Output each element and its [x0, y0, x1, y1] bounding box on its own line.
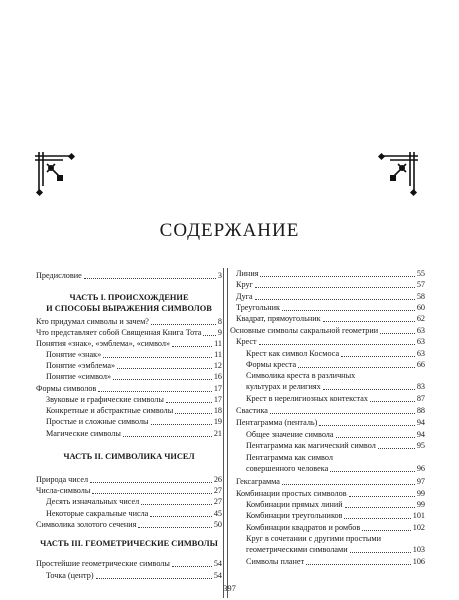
dot-leader — [150, 516, 211, 517]
toc-entry[interactable] — [46, 360, 222, 371]
dot-leader — [96, 578, 212, 579]
toc-entry[interactable] — [246, 370, 425, 381]
toc-entry-page: 26 — [213, 475, 222, 484]
dot-leader — [323, 389, 415, 390]
toc-entry-page: 11 — [214, 350, 222, 359]
dot-leader — [298, 367, 415, 368]
part-heading-line: ЧАСТЬ III. ГЕОМЕТРИЧЕСКИЕ СИМВОЛЫ — [40, 539, 218, 548]
toc-entry[interactable] — [236, 405, 425, 416]
toc-entry-title: Простейшие геометрические символы — [36, 559, 170, 568]
toc-entry-page: 95 — [416, 441, 425, 450]
toc-entry-title: Природа чисел — [36, 475, 89, 484]
toc-entry-title: Линия — [236, 269, 259, 278]
toc-entry-title: Что представляет собой Священная Книга Тота — [36, 328, 202, 337]
dot-leader — [349, 496, 415, 497]
toc-entry-page: 83 — [416, 382, 425, 391]
toc-entry-title: совершенного человека — [246, 464, 329, 473]
toc-entry-title: Понятия «знак», «эмблема», «символ» — [36, 339, 171, 348]
toc-entry[interactable] — [36, 558, 222, 569]
toc-entry-page: 21 — [213, 429, 222, 438]
toc-entry-page: 63 — [416, 337, 425, 346]
toc-entry-title: Крест — [236, 337, 257, 346]
toc-entry-title: Некоторые сакральные числа — [46, 509, 149, 518]
toc-entry-title: Десять изначальных чисел — [46, 497, 140, 506]
toc-entry[interactable] — [46, 496, 222, 507]
toc-entry-title: Понятие «эмблема» — [46, 361, 116, 370]
toc-entry[interactable] — [246, 499, 425, 510]
toc-entry-page: 17 — [213, 384, 222, 393]
toc-entry-page: 16 — [213, 372, 222, 381]
toc-entry-title: Общее значение символа — [246, 430, 334, 439]
toc-entry[interactable] — [46, 570, 222, 581]
toc-entry[interactable] — [236, 417, 425, 428]
toc-entry-title: Точка (центр) — [46, 571, 94, 580]
toc-entry[interactable] — [36, 316, 222, 327]
toc-entry[interactable] — [36, 383, 222, 394]
toc-entry-title: Комбинации прямых линий — [246, 500, 343, 509]
dot-leader — [255, 299, 415, 300]
dot-leader — [123, 436, 212, 437]
toc-entry[interactable] — [36, 474, 222, 485]
toc-entry-page: 3 — [217, 271, 222, 280]
toc-entry-title: Символы планет — [246, 557, 305, 566]
toc-entry[interactable] — [46, 508, 222, 519]
toc-entry-title: Понятие «знак» — [46, 350, 102, 359]
toc-entry-page: 63 — [416, 326, 425, 335]
toc-entry-title: Понятие «символ» — [46, 372, 112, 381]
toc-entry-page: 106 — [412, 557, 425, 566]
toc-entry[interactable] — [246, 533, 425, 544]
toc-entry-page: 94 — [416, 430, 425, 439]
toc-entry-page: 60 — [416, 303, 425, 312]
dot-leader — [282, 484, 415, 485]
toc-entry[interactable] — [246, 381, 425, 392]
dot-leader — [345, 507, 415, 508]
dot-leader — [138, 527, 211, 528]
part-heading-line: И СПОСОБЫ ВЫРАЖЕНИЯ СИМВОЛОВ — [46, 304, 212, 313]
dot-leader — [370, 401, 415, 402]
toc-entry-page: 19 — [213, 417, 222, 426]
toc-entry[interactable] — [46, 405, 222, 416]
column-divider — [227, 268, 228, 598]
toc-entry[interactable] — [246, 452, 425, 463]
part-heading-line: ЧАСТЬ I. ПРОИСХОЖДЕНИЕ — [69, 293, 189, 302]
dot-leader — [319, 425, 414, 426]
toc-entry[interactable] — [246, 429, 425, 440]
dot-leader — [113, 379, 212, 380]
toc-entry[interactable] — [246, 544, 425, 555]
toc-entry-page: 94 — [416, 418, 425, 427]
toc-entry-page: 9 — [217, 328, 222, 337]
toc-entry[interactable] — [36, 338, 222, 349]
toc-entry-page: 27 — [213, 486, 222, 495]
toc-entry-page: 97 — [416, 477, 425, 486]
toc-entry-title: Комбинации простых символов — [236, 489, 347, 498]
toc-entry-title: Гексаграмма — [236, 477, 280, 486]
toc-entry[interactable] — [236, 279, 425, 290]
toc-entry[interactable] — [236, 291, 425, 302]
toc-entry-page: 45 — [213, 509, 222, 518]
toc-entry-title: Пентаграмма как магический символ — [246, 441, 376, 450]
toc-entry[interactable] — [236, 488, 425, 499]
toc-entry-page: 27 — [213, 497, 222, 506]
toc-entry[interactable] — [236, 302, 425, 313]
part-heading — [36, 292, 222, 314]
toc-entry[interactable] — [46, 428, 222, 439]
toc-entry-title: Символика золотого сечения — [36, 520, 137, 529]
toc-entry[interactable] — [36, 485, 222, 496]
dot-leader — [323, 321, 415, 322]
toc-entry-page: 101 — [412, 511, 425, 520]
dot-leader — [175, 413, 212, 414]
toc-entry[interactable] — [36, 327, 222, 338]
toc-entry-title: Основные символы сакральной геометрии — [230, 326, 379, 335]
toc-entry-title: Кто придумал символы и зачем? — [36, 317, 149, 326]
toc-entry-page: 50 — [213, 520, 222, 529]
dot-leader — [341, 356, 415, 357]
dot-leader — [344, 518, 410, 519]
toc-entry-title: Квадрат, прямоугольник — [236, 314, 321, 323]
toc-entry[interactable] — [236, 268, 425, 279]
toc-entry-page: 54 — [213, 571, 222, 580]
toc-entry-page: 66 — [416, 360, 425, 369]
corner-ornament-right-icon — [376, 150, 420, 198]
dot-leader — [166, 402, 212, 403]
toc-entry-title: Числа-символы — [36, 486, 91, 495]
toc-entry[interactable] — [236, 313, 425, 324]
toc-entry-page: 12 — [213, 361, 222, 370]
toc-entry-title: Магические символы — [46, 429, 121, 438]
toc-entry[interactable] — [246, 556, 425, 567]
toc-entry[interactable] — [246, 440, 425, 451]
dot-leader — [151, 324, 216, 325]
toc-entry-page: 99 — [416, 500, 425, 509]
toc-entry-page: 8 — [217, 317, 222, 326]
dot-leader — [259, 344, 415, 345]
toc-entry-title: Крест как символ Космоса — [246, 349, 340, 358]
toc-entry-title: культурах и религиях — [246, 382, 321, 391]
dot-leader — [84, 278, 216, 279]
dot-leader — [203, 335, 215, 336]
toc-entry-title: Формы символов — [36, 384, 97, 393]
dot-leader — [92, 493, 211, 494]
dot-leader — [151, 424, 212, 425]
part-heading — [36, 538, 222, 549]
dot-leader — [260, 276, 414, 277]
toc-entry-title: Конкретные и абстрактные символы — [46, 406, 174, 415]
dot-leader — [90, 482, 212, 483]
toc-entry-page: 17 — [213, 395, 222, 404]
toc-entry[interactable] — [230, 325, 425, 336]
toc-entry-page: 58 — [416, 292, 425, 301]
dot-leader — [378, 448, 415, 449]
toc-entry-page: 99 — [416, 489, 425, 498]
dot-leader — [255, 287, 415, 288]
dot-leader — [330, 471, 415, 472]
toc-entry[interactable] — [36, 519, 222, 530]
toc-entry-title: Пентаграмма (пенталь) — [236, 418, 318, 427]
toc-entry-page: 62 — [416, 314, 425, 323]
dot-leader — [306, 564, 411, 565]
toc-entry[interactable] — [246, 463, 425, 474]
column-divider — [223, 268, 224, 598]
toc-entry[interactable] — [46, 371, 222, 382]
toc-entry-title: геометрическими символами — [246, 545, 348, 554]
toc-entry-page: 63 — [416, 349, 425, 358]
dot-leader — [98, 391, 212, 392]
toc-entry-page: 103 — [412, 545, 425, 554]
dot-leader — [336, 437, 415, 438]
dot-leader — [270, 413, 415, 414]
toc-entry-title: Комбинации треугольников — [246, 511, 343, 520]
toc-entry-page: 11 — [214, 339, 222, 348]
toc-entry[interactable] — [246, 522, 425, 533]
toc-entry[interactable] — [246, 359, 425, 370]
dot-leader — [141, 504, 212, 505]
toc-entry-page: 87 — [416, 394, 425, 403]
toc-entry-title: Простые и сложные символы — [46, 417, 149, 426]
toc-entry-title: Дуга — [236, 292, 253, 301]
toc-entry-title: Комбинации квадратов и ромбов — [246, 523, 361, 532]
part-heading-line: ЧАСТЬ II. СИМВОЛИКА ЧИСЕЛ — [63, 452, 195, 461]
toc-entry[interactable] — [246, 510, 425, 521]
toc-entry-title: Круг — [236, 280, 253, 289]
dot-leader — [282, 310, 415, 311]
dot-leader — [362, 530, 410, 531]
toc-entry-title: Свастика — [236, 406, 268, 415]
page-title: СОДЕРЖАНИЕ — [159, 220, 300, 241]
toc-entry-title: Звуковые и графические символы — [46, 395, 164, 404]
toc-entry-title: Крест в нерелигиозных контекстах — [246, 394, 368, 403]
dot-leader — [380, 333, 415, 334]
toc-entry[interactable] — [46, 394, 222, 405]
dot-leader — [172, 566, 212, 567]
toc-entry-title: Треугольник — [236, 303, 281, 312]
toc-entry-title: Символика креста в различных — [246, 371, 356, 380]
corner-ornament-left-icon — [33, 150, 77, 198]
toc-entry[interactable] — [236, 476, 425, 487]
toc-entry-page: 57 — [416, 280, 425, 289]
dot-leader — [172, 346, 212, 347]
toc-entry-page: 18 — [213, 406, 222, 415]
toc-entry[interactable] — [46, 349, 222, 360]
toc-entry-title: Круг в сочетании с другими простыми — [246, 534, 381, 543]
toc-entry-page: 55 — [416, 269, 425, 278]
toc-entry-page: 54 — [213, 559, 222, 568]
toc-entry[interactable] — [36, 270, 222, 281]
toc-entry-page: 102 — [412, 523, 425, 532]
part-heading — [36, 451, 222, 462]
dot-leader — [103, 357, 212, 358]
toc-entry[interactable] — [46, 416, 222, 427]
dot-leader — [117, 368, 212, 369]
toc-entry-page: 88 — [416, 406, 425, 415]
toc-entry-title: Предисловие — [36, 271, 82, 280]
toc-entry[interactable] — [246, 348, 425, 359]
toc-entry-page: 96 — [416, 464, 425, 473]
toc-entry-title: Формы креста — [246, 360, 297, 369]
toc-entry[interactable] — [246, 393, 425, 404]
page-number: 397 — [223, 583, 236, 593]
toc-entry-title: Пентаграмма как символ — [246, 453, 333, 462]
dot-leader — [350, 552, 411, 553]
toc-entry[interactable] — [236, 336, 425, 347]
